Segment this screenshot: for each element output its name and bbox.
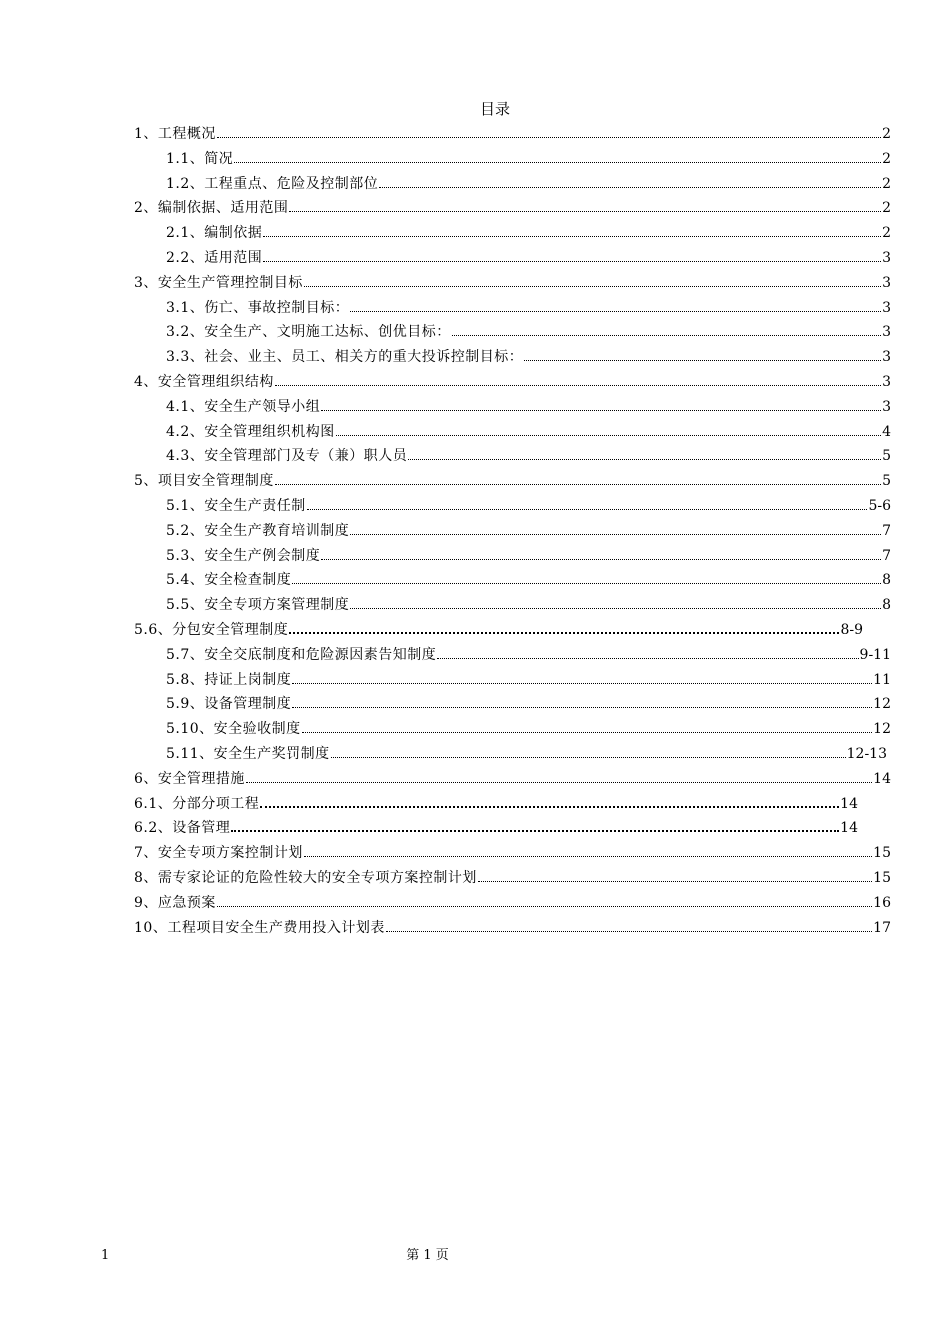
- toc-entry-label: 2.1、编制依据: [166, 225, 263, 242]
- toc-entry[interactable]: [166, 321, 891, 341]
- toc-entry-label: 3.1、伤亡、事故控制目标：: [166, 299, 350, 316]
- toc-entry[interactable]: [166, 173, 891, 193]
- toc-entry-label: 6.1、分部分项工程: [134, 795, 260, 812]
- toc-leader-dots: [304, 285, 881, 287]
- toc-leader-dots: [292, 582, 881, 584]
- toc-leader-dots: [217, 905, 872, 907]
- toc-entry-page-number: 7: [882, 522, 891, 539]
- toc-entry-label: 5.2、安全生产教育培训制度: [166, 522, 350, 539]
- toc-entry-label: 4.3、安全管理部门及专（兼）职人员: [166, 448, 408, 465]
- toc-leader-dots: [263, 260, 881, 262]
- toc-entry[interactable]: [166, 569, 891, 589]
- toc-entry-page-number: 2: [882, 126, 891, 142]
- toc-entry-page-number: 8: [882, 597, 891, 614]
- toc-leader-dots: [478, 880, 872, 882]
- toc-leader-dots: [524, 359, 881, 361]
- toc-entry[interactable]: [134, 793, 858, 813]
- toc-leader-dots: [292, 682, 872, 684]
- toc-entry-page-number: 12: [873, 696, 891, 713]
- toc-entry-page-number: 3: [882, 274, 891, 291]
- toc-entry[interactable]: [166, 346, 891, 366]
- toc-entry[interactable]: [134, 371, 891, 391]
- toc-entry-label: 2.2、适用范围: [166, 250, 263, 266]
- toc-entry-page-number: 3: [882, 250, 891, 266]
- toc-entry-label: 5.7、安全交底制度和危险源因素告知制度: [166, 646, 437, 663]
- toc-entry[interactable]: [166, 421, 891, 441]
- toc-entry-page-number: 5: [882, 473, 891, 490]
- toc-entry-page-number: 11: [873, 671, 891, 688]
- toc-entry-page-number: 9-11: [859, 646, 891, 663]
- toc-entry-label: 1、工程概况: [134, 126, 216, 142]
- toc-title: 目录: [479, 100, 510, 118]
- toc-leader-dots: [379, 186, 881, 188]
- toc-entry-page-number: 3: [882, 398, 891, 415]
- toc-entry-page-number: 2: [882, 200, 891, 217]
- toc-entry-label: 4.2、安全管理组织机构图: [166, 423, 335, 440]
- toc-entry[interactable]: [134, 892, 891, 912]
- toc-entry-page-number: 3: [882, 349, 891, 366]
- toc-entry[interactable]: [166, 396, 891, 416]
- toc-entry[interactable]: [166, 693, 891, 713]
- toc-leader-dots: [289, 210, 881, 212]
- toc-entry-label: 5.10、安全验收制度: [166, 721, 301, 738]
- toc-entry-label: 2、编制依据、适用范围: [134, 200, 289, 217]
- toc-entry-label: 10、工程项目安全生产费用投入计划表: [134, 919, 385, 936]
- toc-entry-page-number: 14: [840, 820, 858, 837]
- toc-entry[interactable]: [134, 817, 858, 837]
- toc-entry-page-number: 17: [873, 919, 891, 936]
- toc-leader-dots: [350, 533, 881, 535]
- toc-entry-label: 8、需专家论证的危险性较大的安全专项方案控制计划: [134, 870, 477, 886]
- toc-entry-page-number: 3: [882, 324, 891, 341]
- toc-entry-label: 1.2、工程重点、危险及控制部位: [166, 175, 379, 192]
- toc-entry-label: 5.5、安全专项方案管理制度: [166, 597, 350, 614]
- footer-page-number: 1: [101, 1248, 110, 1263]
- toc-entry[interactable]: [166, 594, 891, 614]
- toc-leader-dots: [437, 657, 858, 659]
- toc-leader-dots: [246, 781, 872, 783]
- toc-leader-dots: [302, 731, 873, 733]
- toc-entry-page-number: 15: [873, 845, 891, 862]
- toc-entry-page-number: 14: [873, 770, 891, 787]
- toc-entry-page-number: 16: [873, 894, 891, 911]
- toc-leader-dots: [321, 558, 881, 560]
- toc-entry-label: 5.6、分包安全管理制度: [134, 622, 289, 638]
- toc-entry-page-number: 2: [882, 175, 891, 192]
- toc-entry[interactable]: [166, 222, 891, 242]
- toc-leader-dots: [260, 805, 839, 808]
- toc-entry-label: 5.11、安全生产奖罚制度: [166, 746, 330, 762]
- toc-entry-page-number: 5-6: [868, 498, 891, 514]
- toc-entry-page-number: 12: [873, 721, 891, 738]
- toc-entry-label: 6、安全管理措施: [134, 770, 245, 787]
- toc-entry-page-number: 2: [882, 225, 891, 242]
- toc-entry[interactable]: [166, 743, 887, 763]
- toc-leader-dots: [336, 434, 881, 436]
- toc-leader-dots: [350, 607, 881, 609]
- toc-entry[interactable]: [134, 272, 891, 292]
- toc-leader-dots: [307, 508, 868, 510]
- footer-page-label: 第 1 页: [406, 1248, 449, 1263]
- toc-leader-dots: [452, 334, 881, 336]
- toc-entry[interactable]: [134, 619, 863, 639]
- toc-entry[interactable]: [134, 867, 891, 887]
- toc-leader-dots: [217, 136, 881, 138]
- toc-leader-dots: [231, 829, 839, 832]
- toc-entry-label: 6.2、设备管理: [134, 820, 231, 837]
- toc-entry[interactable]: [166, 495, 891, 515]
- toc-entry-page-number: 3: [882, 374, 891, 390]
- toc-entry[interactable]: [166, 545, 891, 565]
- toc-entry[interactable]: [166, 520, 891, 540]
- toc-entry-label: 5.8、持证上岗制度: [166, 671, 292, 688]
- toc-entry[interactable]: [134, 470, 891, 490]
- toc-entry-page-number: 14: [840, 795, 858, 812]
- toc-entry-page-number: 5: [882, 448, 891, 465]
- toc-entry[interactable]: [134, 123, 891, 143]
- toc-entry[interactable]: [166, 669, 891, 689]
- toc-leader-dots: [263, 235, 881, 237]
- toc-entry-label: 1.1、简况: [166, 150, 234, 167]
- toc-entry[interactable]: [166, 297, 891, 317]
- toc-entry-label: 3.3、社会、业主、员工、相关方的重大投诉控制目标：: [166, 349, 524, 366]
- toc-leader-dots: [331, 756, 846, 758]
- toc-entry[interactable]: [134, 197, 891, 217]
- toc-entry-page-number: 4: [882, 423, 891, 440]
- toc-entry-label: 5、项目安全管理制度: [134, 473, 274, 490]
- toc-entry-label: 5.9、设备管理制度: [166, 696, 292, 713]
- toc-entry-label: 5.1、安全生产责任制: [166, 498, 306, 514]
- toc-entry-page-number: 2: [882, 150, 891, 167]
- toc-entry-label: 4.1、安全生产领导小组: [166, 398, 321, 415]
- toc-entry-label: 9、应急预案: [134, 894, 216, 911]
- toc-entry[interactable]: [134, 917, 891, 937]
- toc-entry[interactable]: [166, 644, 891, 664]
- toc-entry[interactable]: [166, 445, 891, 465]
- toc-entry-page-number: 15: [873, 870, 891, 886]
- toc-entry-label: 3.2、安全生产、文明施工达标、创优目标：: [166, 324, 451, 341]
- toc-leader-dots: [386, 930, 872, 932]
- toc-leader-dots: [292, 706, 872, 708]
- toc-entry-page-number: 8: [882, 572, 891, 589]
- toc-entry[interactable]: [134, 842, 891, 862]
- toc-leader-dots: [304, 855, 872, 857]
- toc-leader-dots: [234, 161, 881, 163]
- toc-entry-label: 5.4、安全检查制度: [166, 572, 292, 589]
- toc-leader-dots: [275, 384, 881, 386]
- toc-entry-label: 3、安全生产管理控制目标: [134, 274, 303, 291]
- toc-entry[interactable]: [134, 768, 891, 788]
- toc-leader-dots: [350, 310, 881, 312]
- toc-entry-label: 5.3、安全生产例会制度: [166, 547, 321, 564]
- toc-entry-page-number: 3: [882, 299, 891, 316]
- toc-entry-page-number: 12-13: [846, 746, 887, 762]
- toc-leader-dots: [408, 458, 881, 460]
- toc-entry[interactable]: [166, 247, 891, 267]
- toc-leader-dots: [275, 483, 881, 485]
- toc-entry-label: 7、安全专项方案控制计划: [134, 845, 303, 862]
- toc-leader-dots: [289, 631, 839, 634]
- toc-leader-dots: [321, 409, 881, 411]
- toc-entry-page-number: 7: [882, 547, 891, 564]
- toc-entry[interactable]: [166, 718, 891, 738]
- toc-entry-label: 4、安全管理组织结构: [134, 374, 274, 390]
- toc-entry[interactable]: [166, 148, 891, 168]
- toc-entry-page-number: 8-9: [840, 622, 863, 638]
